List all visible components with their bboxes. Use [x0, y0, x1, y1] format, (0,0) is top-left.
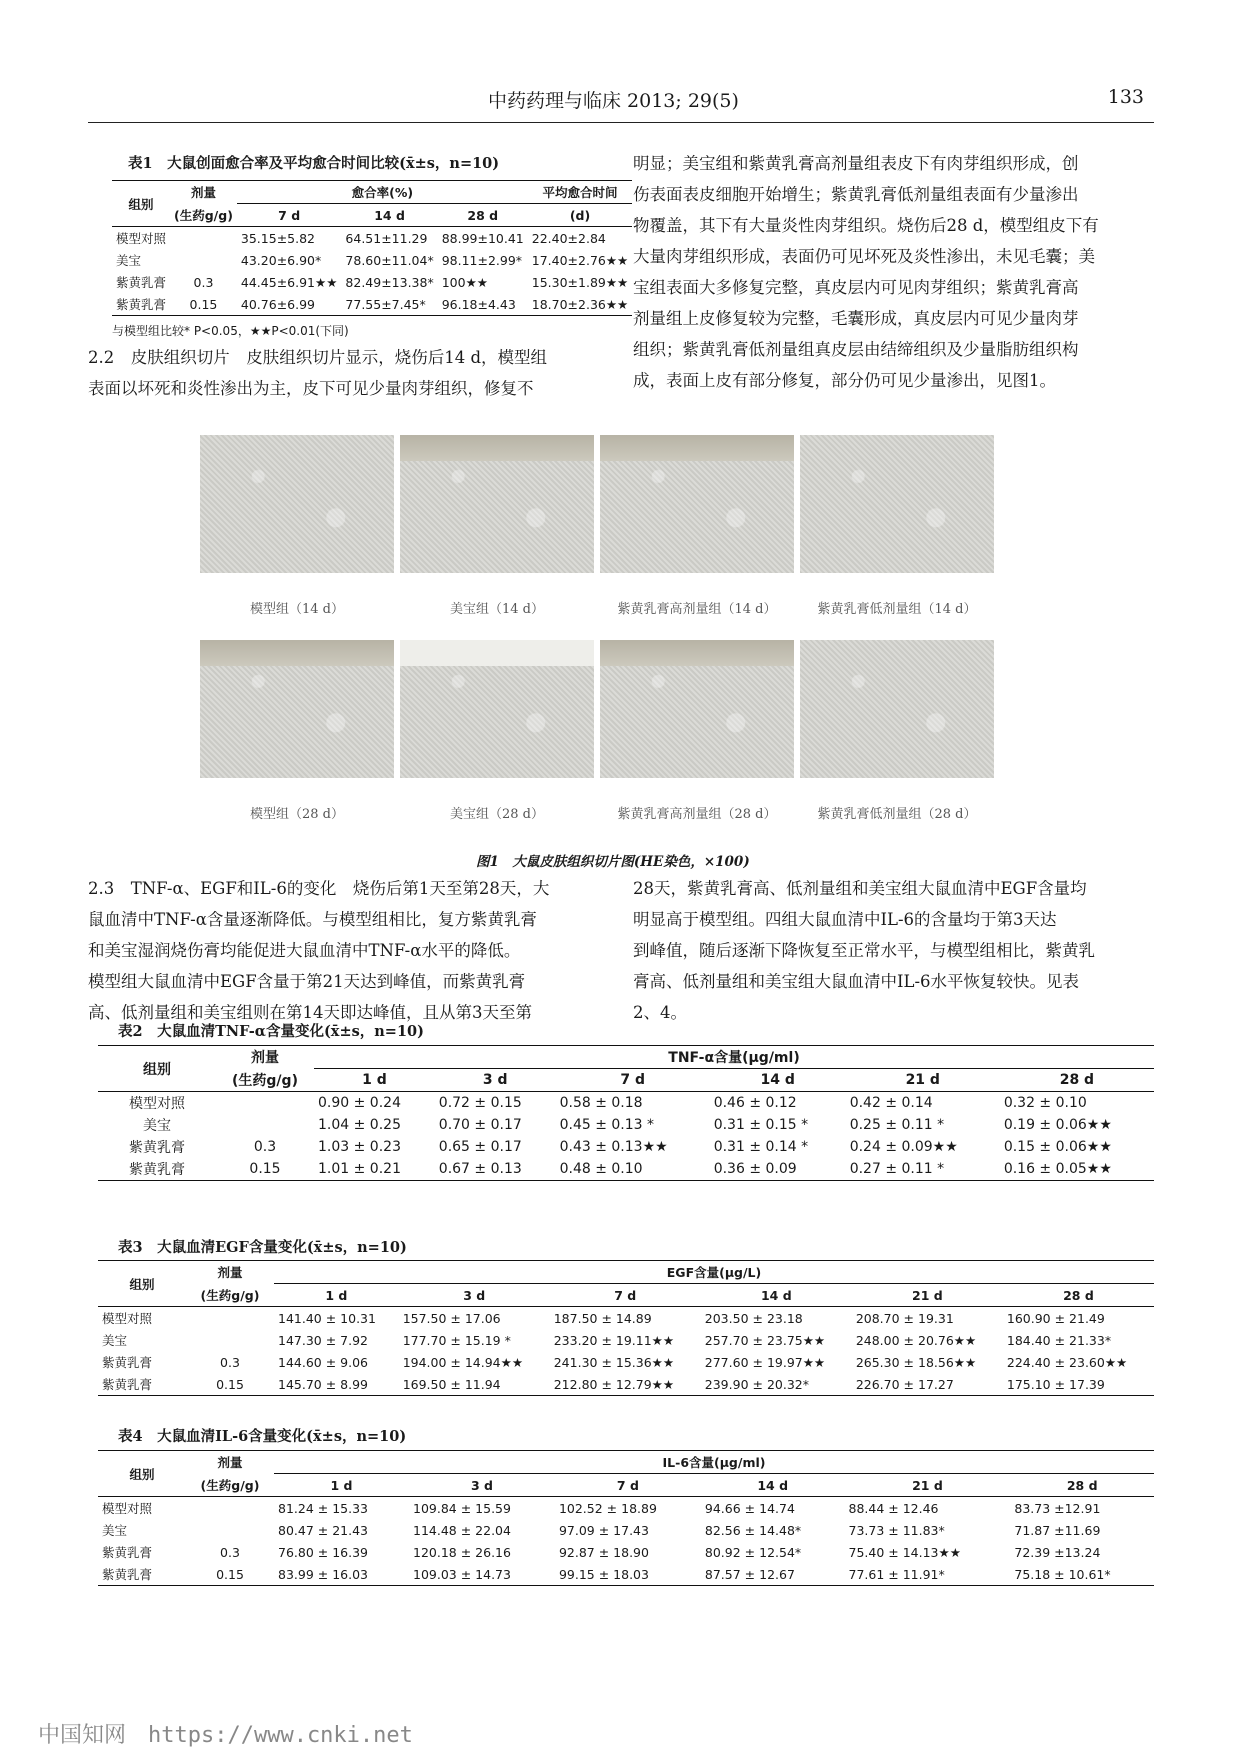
- text-line: 2.2 皮肤组织切片 皮肤组织切片显示，烧伤后14 d，模型组: [88, 348, 548, 367]
- table-cell: 0.67 ± 0.13: [438, 1161, 522, 1177]
- table-cell: 紫黄乳膏: [129, 1162, 185, 1178]
- table-cell: 0.31 ± 0.15 *: [713, 1117, 809, 1133]
- table1-h-time-unit: (d): [569, 207, 591, 223]
- table-cell: 78.60±11.04*: [345, 252, 434, 268]
- text-line: 鼠血清中TNF-α含量逐渐降低。与模型组相比，复方紫黄乳膏: [88, 910, 537, 929]
- section-2-2-continued: [633, 148, 1153, 396]
- table2-h-dose-unit: (生药g/g): [232, 1072, 298, 1089]
- table-cell: 194.00 ± 14.94★★: [402, 1354, 524, 1370]
- table-cell: 0.15: [189, 296, 218, 312]
- text-line: 膏高、低剂量组和美宝组大鼠血清中IL-6水平恢复较快。见表: [633, 972, 1080, 991]
- table-row: [98, 1329, 1154, 1351]
- table2-h-day: 21 d: [905, 1072, 940, 1088]
- table1: [112, 180, 632, 316]
- table-cell: [186, 1497, 274, 1520]
- table1-note: 与模型组比较* P<0.05，★★P<0.01(下同): [112, 324, 349, 338]
- table-cell: 157.50 ± 17.06: [402, 1310, 501, 1326]
- histology-image: [200, 640, 394, 778]
- table-cell: 22.40±2.84: [531, 230, 606, 246]
- table-cell: 0.90 ± 0.24: [318, 1095, 401, 1111]
- table1-h-dose-unit: (生药g/g): [174, 207, 233, 223]
- table4: [98, 1450, 1154, 1586]
- table-cell: 88.99±10.41: [441, 230, 524, 246]
- table-cell: 203.50 ± 23.18: [704, 1310, 803, 1326]
- table-cell: 紫黄乳膏: [102, 1545, 153, 1560]
- figure-panel-label: 美宝组（14 d）: [450, 602, 544, 617]
- table-cell: 75.18 ± 10.61*: [1014, 1566, 1111, 1582]
- table-cell: 紫黄乳膏: [116, 275, 167, 290]
- table-cell: 17.40±2.76★★: [531, 252, 629, 268]
- table-cell: 94.66 ± 14.74: [704, 1500, 795, 1516]
- table-cell: 83.99 ± 16.03: [278, 1566, 368, 1582]
- table2-h-measure: TNF-α含量(μg/ml): [314, 1046, 1154, 1069]
- table-cell: 64.51±11.29: [345, 230, 428, 246]
- table-cell: 美宝: [102, 1333, 128, 1348]
- table-cell: 99.15 ± 18.03: [558, 1566, 649, 1582]
- table-cell: 75.40 ± 14.13★★: [848, 1544, 961, 1560]
- table-cell: 109.03 ± 14.73: [413, 1566, 511, 1582]
- table-cell: 模型对照: [102, 1501, 153, 1516]
- table-cell: 77.55±7.45*: [345, 296, 426, 312]
- table-cell: 76.80 ± 16.39: [278, 1544, 368, 1560]
- figure-panel-label: 模型组（14 d）: [250, 602, 344, 617]
- table-cell: 0.3: [220, 1354, 240, 1370]
- table2-caption: 表2 大鼠血清TNF-α含量变化(x̄±s，n=10): [118, 1023, 424, 1040]
- table-cell: 0.42 ± 0.14: [849, 1095, 933, 1111]
- table3-h-dose: 剂量: [217, 1265, 243, 1281]
- table-cell: 0.15: [249, 1161, 281, 1177]
- table-cell: 1.04 ± 0.25: [318, 1117, 401, 1133]
- table1-h-rate: 愈合率(%): [237, 181, 528, 204]
- table-cell: 109.84 ± 15.59: [413, 1500, 511, 1516]
- figure-panel-label: 紫黄乳膏低剂量组（28 d）: [817, 807, 977, 822]
- table4-h-dose-unit: (生药g/g): [200, 1477, 260, 1493]
- text-line: 成，表面上皮有部分修复，部分仍可见少量渗出，见图1。: [633, 371, 1056, 390]
- table4-h-day: 21 d: [912, 1477, 943, 1493]
- table-cell: 226.70 ± 17.27: [855, 1376, 954, 1392]
- table-cell: 88.44 ± 12.46: [848, 1500, 939, 1516]
- table-cell: 35.15±5.82: [240, 230, 315, 246]
- page-number: 133: [1107, 86, 1144, 108]
- table-cell: 1.03 ± 0.23: [318, 1139, 401, 1155]
- table-cell: 美宝: [116, 253, 142, 268]
- text-line: 2、4。: [633, 1003, 687, 1022]
- table-cell: 0.15 ± 0.06★★: [1003, 1139, 1112, 1155]
- table4-h-day: 7 d: [616, 1477, 639, 1493]
- table-row: [98, 1158, 1154, 1181]
- table4-h-day: 14 d: [757, 1477, 789, 1493]
- text-line: 高、低剂量组和美宝组则在第14天即达峰值，且从第3天至第: [88, 1003, 532, 1022]
- table-cell: 0.48 ± 0.10: [559, 1161, 643, 1177]
- table-cell: 80.92 ± 12.54*: [704, 1544, 802, 1560]
- table-cell: 模型对照: [129, 1096, 185, 1112]
- histology-image: [400, 640, 594, 778]
- table-cell: 177.70 ± 15.19 *: [402, 1332, 511, 1348]
- table-cell: 184.40 ± 21.33*: [1006, 1332, 1112, 1348]
- text-line: 明显；美宝组和紫黄乳膏高剂量组表皮下有肉芽组织形成，创: [633, 154, 1079, 173]
- text-line: 明显高于模型组。四组大鼠血清中IL-6的含量均于第3天达: [633, 910, 1057, 929]
- table2-h-day: 14 d: [760, 1072, 795, 1088]
- table1-h-time: 平均愈合时间: [528, 181, 633, 204]
- section-2-3-start: [88, 873, 608, 1028]
- table-cell: 239.90 ± 20.32*: [704, 1376, 809, 1392]
- table-cell: 169.50 ± 11.94: [402, 1376, 501, 1392]
- table-cell: [170, 227, 237, 250]
- text-line: 28天，紫黄乳膏高、低剂量组和美宝组大鼠血清中EGF含量均: [633, 879, 1087, 898]
- table-row: [98, 1563, 1154, 1586]
- table-cell: 0.15: [216, 1566, 244, 1582]
- figure-panel-label: 美宝组（28 d）: [450, 807, 544, 822]
- table1-h-day: 14 d: [374, 207, 405, 223]
- table2-h-day: 3 d: [482, 1072, 508, 1088]
- table-cell: [186, 1329, 274, 1351]
- text-line: 宝组表面大多修复完整，真皮层内可见肉芽组织；紫黄乳膏高: [633, 278, 1079, 297]
- text-line: 物覆盖，其下有大量炎性肉芽组织。烧伤后28 d，模型组皮下有: [633, 216, 1099, 235]
- table3-h-group: 组别: [98, 1261, 186, 1307]
- text-line: 和美宝湿润烧伤膏均能促进大鼠血清中TNF-α水平的降低。: [88, 941, 521, 960]
- table1-caption: 表1 大鼠创面愈合率及平均愈合时间比较(x̄±s，n=10): [128, 155, 500, 172]
- table-cell: 83.73 ±12.91: [1014, 1500, 1101, 1516]
- table-row: [98, 1497, 1154, 1520]
- table-cell: 0.72 ± 0.15: [438, 1095, 522, 1111]
- table-cell: 114.48 ± 22.04: [413, 1522, 511, 1538]
- table-row: [98, 1351, 1154, 1373]
- table3-h-dose-unit: (生药g/g): [200, 1287, 260, 1303]
- table-cell: [186, 1307, 274, 1330]
- histology-image: [800, 640, 994, 778]
- table-cell: 80.47 ± 21.43: [278, 1522, 368, 1538]
- table-cell: 277.60 ± 19.97★★: [704, 1354, 826, 1370]
- table4-h-day: 28 d: [1066, 1477, 1098, 1493]
- table2: [98, 1045, 1154, 1181]
- table-row: [112, 271, 632, 293]
- table-cell: 0.3: [253, 1139, 277, 1155]
- table3-h-day: 7 d: [614, 1287, 637, 1303]
- table-row: [98, 1136, 1154, 1158]
- table-cell: 0.24 ± 0.09★★: [849, 1139, 958, 1155]
- table2-h-day: 1 d: [362, 1072, 387, 1088]
- table-cell: 224.40 ± 23.60★★: [1006, 1354, 1128, 1370]
- table-cell: 265.30 ± 18.56★★: [855, 1354, 977, 1370]
- table-cell: 0.15: [216, 1376, 244, 1392]
- figure-panel-label: 紫黄乳膏高剂量组（14 d）: [617, 602, 777, 617]
- table3: [98, 1260, 1154, 1396]
- journal-title: 中药药理与临床 2013; 29(5): [488, 90, 739, 112]
- text-line: 组织；紫黄乳膏低剂量组真皮层由结缔组织及少量脂肪组织构: [633, 340, 1079, 359]
- table-cell: 145.70 ± 8.99: [278, 1376, 368, 1392]
- table-cell: 模型对照: [116, 231, 167, 246]
- table3-h-measure: EGF含量(μg/L): [274, 1261, 1154, 1284]
- table-cell: 紫黄乳膏: [102, 1355, 153, 1370]
- histology-image: [400, 435, 594, 573]
- table-cell: 96.18±4.43: [441, 296, 516, 312]
- table4-h-dose: 剂量: [217, 1455, 243, 1471]
- table3-h-day: 28 d: [1063, 1287, 1094, 1303]
- table-cell: 98.11±2.99*: [441, 252, 523, 268]
- table1-h-day: 28 d: [467, 207, 499, 223]
- table-cell: 0.25 ± 0.11 *: [849, 1117, 945, 1133]
- table-row: [112, 249, 632, 271]
- table-cell: 40.76±6.99: [240, 296, 315, 312]
- text-line: 剂量组上皮修复较为完整，毛囊形成，真皮层内可见少量肉芽: [633, 309, 1079, 328]
- table-cell: 18.70±2.36★★: [531, 296, 629, 312]
- table-cell: 紫黄乳膏: [116, 297, 167, 312]
- table-cell: 102.52 ± 18.89: [558, 1500, 657, 1516]
- table-cell: 212.80 ± 12.79★★: [553, 1376, 675, 1392]
- table3-h-day: 21 d: [912, 1287, 943, 1303]
- cnki-watermark: 中国知网 https://www.cnki.net: [38, 1723, 413, 1748]
- table-cell: 73.73 ± 11.83*: [848, 1522, 945, 1538]
- table2-h-day: 28 d: [1059, 1072, 1095, 1088]
- table-cell: 44.45±6.91★★: [240, 274, 338, 290]
- table-cell: 0.45 ± 0.13 *: [559, 1117, 655, 1133]
- table-cell: 43.20±6.90*: [240, 252, 322, 268]
- table-row: [98, 1307, 1154, 1330]
- figure-panel-label: 模型组（28 d）: [250, 807, 344, 822]
- table-cell: 0.3: [193, 274, 214, 290]
- figure-caption: 图1 大鼠皮肤组织切片图(HE染色，×100): [476, 854, 750, 870]
- text-line: 大量肉芽组织形成，表面仍可见坏死及炎性渗出，未见毛囊；美: [633, 247, 1095, 266]
- table-cell: 0.43 ± 0.13★★: [559, 1139, 668, 1155]
- table-cell: 0.70 ± 0.17: [438, 1117, 522, 1133]
- table-cell: 0.27 ± 0.11 *: [849, 1161, 945, 1177]
- table-cell: [216, 1092, 314, 1115]
- table-cell: 0.3: [220, 1544, 240, 1560]
- table-cell: [170, 249, 237, 271]
- table-cell: 82.56 ± 14.48*: [704, 1522, 802, 1538]
- table3-h-day: 14 d: [760, 1287, 792, 1303]
- table1-h-group: 组别: [112, 181, 170, 227]
- table-row: [98, 1541, 1154, 1563]
- text-line: 2.3 TNF-α、EGF和IL-6的变化 烧伤后第1天至第28天，大: [88, 879, 550, 898]
- table-cell: 100★★: [441, 274, 488, 290]
- table-cell: 0.16 ± 0.05★★: [1003, 1161, 1112, 1177]
- table-cell: 71.87 ±11.69: [1014, 1522, 1101, 1538]
- figure-panel-label: 紫黄乳膏高剂量组（28 d）: [617, 807, 777, 822]
- table1-h-dose: 剂量: [190, 185, 216, 201]
- table4-h-day: 3 d: [470, 1477, 493, 1493]
- text-line: 模型组大鼠血清中EGF含量于第21天达到峰值，而紫黄乳膏: [88, 972, 526, 991]
- table-cell: 美宝: [102, 1523, 128, 1538]
- table3-h-day: 3 d: [463, 1287, 486, 1303]
- table2-h-group: 组别: [98, 1046, 216, 1092]
- table4-h-measure: IL-6含量(μg/ml): [274, 1451, 1154, 1474]
- table4-caption: 表4 大鼠血清IL-6含量变化(x̄±s，n=10): [118, 1428, 407, 1445]
- table-cell: [186, 1519, 274, 1541]
- table-cell: 81.24 ± 15.33: [278, 1500, 368, 1516]
- table-row: [98, 1519, 1154, 1541]
- table1-h-day: 7 d: [278, 207, 301, 223]
- figure-panel-label: 紫黄乳膏低剂量组（14 d）: [817, 602, 977, 617]
- table-cell: 15.30±1.89★★: [531, 274, 629, 290]
- table2-h-day: 7 d: [620, 1072, 645, 1088]
- table-cell: 紫黄乳膏: [102, 1377, 153, 1392]
- table-cell: 241.30 ± 15.36★★: [553, 1354, 675, 1370]
- table-cell: 0.19 ± 0.06★★: [1003, 1117, 1112, 1133]
- table-cell: 187.50 ± 14.89: [553, 1310, 652, 1326]
- table-cell: 77.61 ± 11.91*: [848, 1566, 945, 1582]
- table-row: [98, 1373, 1154, 1396]
- table-row: [112, 293, 632, 316]
- table-row: [112, 227, 632, 250]
- table-cell: 0.46 ± 0.12: [713, 1095, 797, 1111]
- table3-h-day: 1 d: [325, 1287, 348, 1303]
- table-cell: 92.87 ± 18.90: [558, 1544, 649, 1560]
- table-cell: 82.49±13.38*: [345, 274, 434, 290]
- section-2-3-continued: [633, 873, 1153, 1028]
- table-cell: 美宝: [143, 1118, 171, 1134]
- table-cell: 160.90 ± 21.49: [1006, 1310, 1105, 1326]
- histology-image: [800, 435, 994, 573]
- table-cell: 208.70 ± 19.31: [855, 1310, 954, 1326]
- table4-h-group: 组别: [98, 1451, 186, 1497]
- table-row: [98, 1114, 1154, 1136]
- table-row: [98, 1092, 1154, 1115]
- table-cell: 87.57 ± 12.67: [704, 1566, 795, 1582]
- table-cell: 紫黄乳膏: [129, 1140, 185, 1156]
- table-cell: 0.58 ± 0.18: [559, 1095, 643, 1111]
- table-cell: 141.40 ± 10.31: [278, 1310, 376, 1326]
- table-cell: 144.60 ± 9.06: [278, 1354, 368, 1370]
- text-line: 到峰值，随后逐渐下降恢复至正常水平，与模型组相比，紫黄乳: [633, 941, 1095, 960]
- text-line: 伤表面表皮细胞开始增生；紫黄乳膏低剂量组表面有少量渗出: [633, 185, 1079, 204]
- table-cell: 147.30 ± 7.92: [278, 1332, 368, 1348]
- histology-image: [200, 435, 394, 573]
- table-cell: 0.36 ± 0.09: [713, 1161, 797, 1177]
- table-cell: 175.10 ± 17.39: [1006, 1376, 1105, 1392]
- table3-caption: 表3 大鼠血清EGF含量变化(x̄±s，n=10): [118, 1239, 407, 1256]
- table-cell: 0.32 ± 0.10: [1003, 1095, 1087, 1111]
- table-cell: 248.00 ± 20.76★★: [855, 1332, 977, 1348]
- table-cell: 72.39 ±13.24: [1014, 1544, 1101, 1560]
- table-cell: 257.70 ± 23.75★★: [704, 1332, 826, 1348]
- histology-image: [600, 640, 794, 778]
- table-cell: 模型对照: [102, 1311, 153, 1326]
- text-line: 表面以坏死和炎性渗出为主，皮下可见少量肉芽组织，修复不: [88, 379, 534, 398]
- table-cell: 120.18 ± 26.16: [413, 1544, 511, 1560]
- table-cell: 0.65 ± 0.17: [438, 1139, 522, 1155]
- table4-h-day: 1 d: [330, 1477, 353, 1493]
- table2-h-dose: 剂量: [251, 1050, 279, 1067]
- table-cell: 0.31 ± 0.14 *: [713, 1139, 809, 1155]
- table-cell: 紫黄乳膏: [102, 1567, 153, 1582]
- histology-image: [600, 435, 794, 573]
- table-cell: 1.01 ± 0.21: [318, 1161, 401, 1177]
- table-cell: [216, 1114, 314, 1136]
- running-header: [88, 86, 1154, 123]
- table-cell: 233.20 ± 19.11★★: [553, 1332, 675, 1348]
- section-2-2-start: [88, 342, 608, 404]
- table-cell: 97.09 ± 17.43: [558, 1522, 649, 1538]
